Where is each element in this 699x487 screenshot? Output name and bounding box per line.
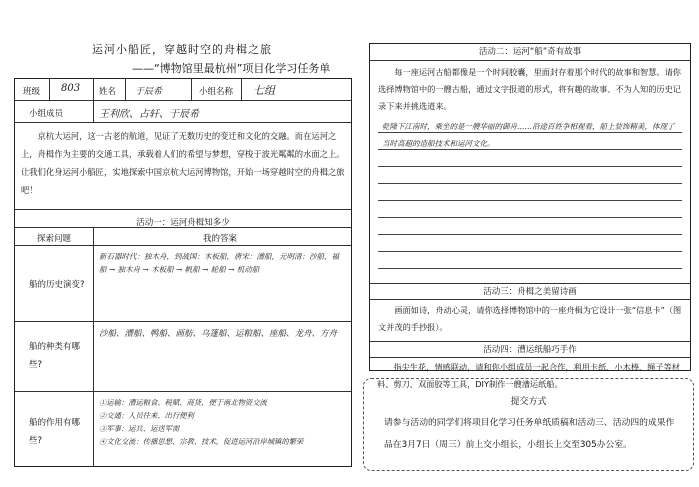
submission-title: 提交方式: [510, 397, 547, 407]
worksheet-subtitle: ——“博物馆里最杭州”项目化学习任务单: [132, 62, 331, 75]
submission-box: [363, 378, 694, 471]
q3-text: 船的作用有哪些?: [29, 418, 81, 446]
activity3-instructions: 画面如诗，舟动心灵，请你选择博物馆中的一座舟楫为它设计一张“信息卡”（图文并茂的手抄报）。: [378, 305, 682, 332]
activity3-header: 活动三：舟楫之美留诗画: [370, 283, 690, 300]
col-answer-header: 我的答案: [203, 234, 238, 244]
submission-text: 请参与活动的同学们将项目化学习任务单纸质稿和活动三、活动四的成果作品在3月7日（周三）前上交小组长，小组长上交至305办公室。: [384, 418, 675, 450]
q1-answer: 新石器时代：独木舟，到战国：木板船，唐宋：漕船，元明清：沙船，福船 → 独木舟 → 木板船 → 帆船 → 轮船 → 机动船: [99, 252, 339, 274]
activity4-header: 活动四：漕运纸船巧手作: [370, 341, 690, 358]
col-question-header: 探索问题: [37, 234, 72, 244]
name-label: 姓名: [99, 87, 117, 97]
question-row-history: [15, 246, 351, 322]
intro-paragraph: 京杭大运河，这一古老的航道，见证了无数历史的变迁和文化的交融。而在运河之上，舟楫作为主要的交通工具，承载着人们的希望与梦想，穿梭于波光粼粼的水面之上。让我们化身运河小船匠，实地探索中国京杭大运河博物馆，开始一场穿越时空的舟楫之旅吧！: [21, 131, 345, 195]
class-value: 803: [61, 83, 81, 94]
question-row-types: [15, 322, 351, 392]
members-value: 王利欣、占轩、于辰希: [99, 109, 199, 120]
class-label: 班级: [23, 87, 41, 97]
group-name-label: 小组名称: [199, 87, 234, 97]
activity4-instructions: 指尖生花，情感联动，请和你小组成员一起合作，利用卡纸、小木棒、绳子等材料、剪刀、双面胶等工具，DIY制作一艘漕运纸船。: [377, 362, 680, 389]
activity2-instructions: 每一座运河古船都像是一个时间胶囊，里面封存着那个时代的故事和智慧。请你选择博物馆中的一艘古船，通过文字报道的形式，将有趣的故事、不为人知的历史记录下来并挑选道来。: [378, 67, 681, 111]
members-label: 小组成员: [29, 109, 64, 119]
intro-row: [15, 123, 351, 210]
q2-answer: 沙船、漕船、鸭船、画舫、乌篷船、运粮船、座船、龙舟、方舟: [99, 329, 338, 339]
task-table-left: [14, 78, 352, 467]
column-header-row: [15, 228, 351, 246]
worksheet-title: 运河小船匠，穿越时空的舟楫之旅: [92, 43, 272, 56]
info-row: [15, 79, 351, 101]
q3-answer-3: ③军事：运兵、运送军需: [99, 424, 180, 433]
q3-answer-4: ④文化交流：传播思想、宗教、技术，促进运河沿岸城镇的繁荣: [99, 437, 304, 446]
name-value: 于辰希: [135, 87, 163, 97]
question-row-uses: [15, 392, 351, 466]
q1-text: 船的历史演变?: [29, 280, 85, 290]
activity2-header: 活动二：运河“船”奇有故事: [370, 44, 690, 61]
group-name-value: 七组: [253, 84, 275, 97]
q3-answer-1: ①运输：漕运粮食、税赋、商货，便于南北物资交流: [99, 398, 267, 407]
q2-text: 船的种类有哪些?: [29, 342, 81, 370]
activity1-title: 活动一：运河舟楫知多少: [136, 218, 230, 228]
members-row: [15, 101, 351, 123]
activity1-header: [15, 210, 351, 228]
task-table-right: [369, 43, 691, 371]
q3-answer-2: ②交通：人员往来、出行便利: [99, 411, 194, 420]
activity2-story: 乾隆下江南时，乘坐的是一艘华丽的御舟……沿途百姓争相观看，船上装饰精美，体现了当时高超的造船技术和运河文化。: [382, 122, 675, 148]
